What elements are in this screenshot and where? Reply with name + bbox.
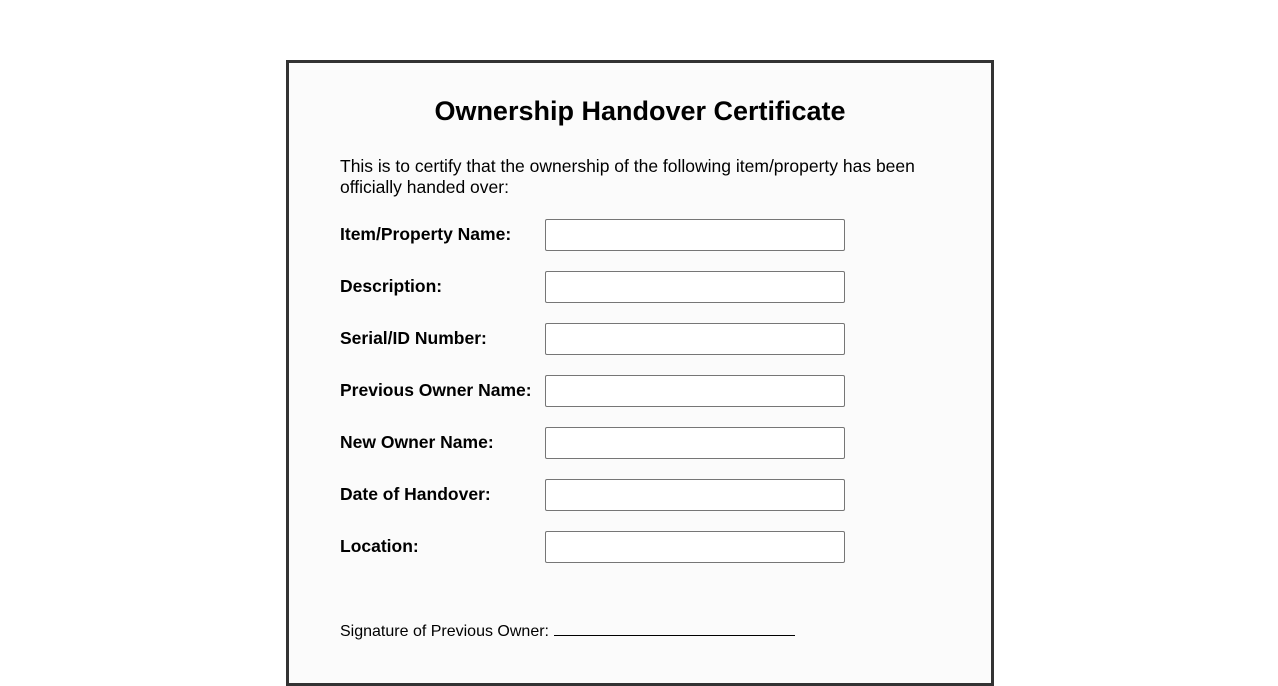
- certificate-title: Ownership Handover Certificate: [434, 96, 846, 126]
- certificate-intro-text: This is to certify that the ownership of the following item/property has been officially handed over:: [340, 156, 915, 197]
- new-owner-name-input[interactable]: [545, 427, 845, 459]
- location-label: Location:: [340, 536, 419, 556]
- description-label: Description:: [340, 276, 443, 296]
- field-row-serial-id-number: [340, 323, 900, 355]
- serial-id-number-label: Serial/ID Number:: [340, 328, 487, 348]
- description-input[interactable]: [545, 271, 845, 303]
- date-of-handover-input[interactable]: [545, 479, 845, 511]
- previous-owner-name-input[interactable]: [545, 375, 845, 407]
- item-property-name-input[interactable]: [545, 219, 845, 251]
- certificate-panel: [286, 60, 994, 686]
- field-row-date-of-handover: [340, 479, 900, 511]
- serial-id-number-input[interactable]: [545, 323, 845, 355]
- field-row-new-owner-name: [340, 427, 900, 459]
- field-row-location: [340, 531, 900, 563]
- item-property-name-label: Item/Property Name:: [340, 224, 512, 244]
- previous-owner-signature-line: [554, 620, 795, 636]
- field-row-item-property-name: [340, 219, 900, 251]
- field-row-previous-owner-name: [340, 375, 900, 407]
- previous-owner-name-label: Previous Owner Name:: [340, 380, 532, 400]
- field-row-description: [340, 271, 900, 303]
- previous-owner-signature-row: [340, 620, 795, 641]
- location-input[interactable]: [545, 531, 845, 563]
- previous-owner-signature-label: Signature of Previous Owner:: [340, 623, 549, 640]
- new-owner-name-label: New Owner Name:: [340, 432, 494, 452]
- date-of-handover-label: Date of Handover:: [340, 484, 491, 504]
